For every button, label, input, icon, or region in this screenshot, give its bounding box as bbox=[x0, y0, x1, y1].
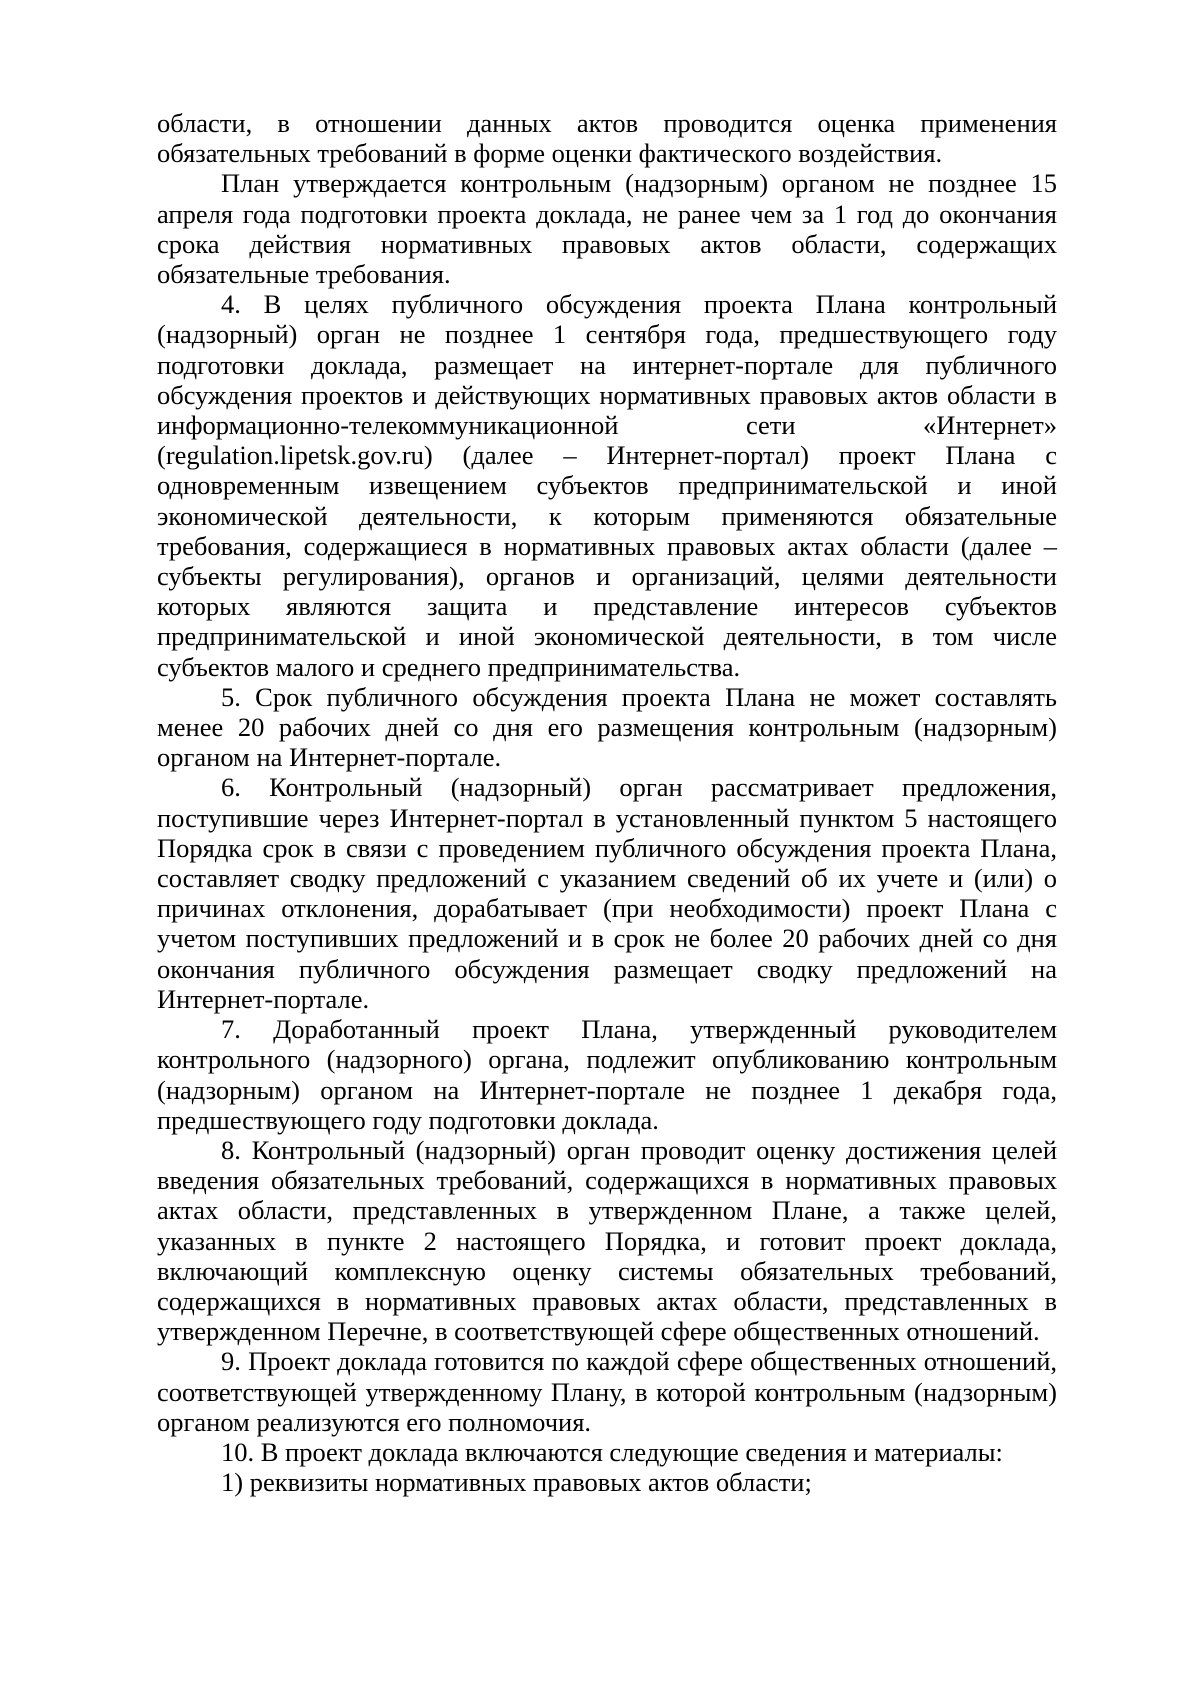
paragraph-continuation: области, в отношении данных актов проводится оценка применения обязательных требований в форме оценки фактического воздействия. bbox=[157, 108, 1057, 169]
paragraph-item-10: 10. В проект доклада включаются следующие сведения и материалы: bbox=[221, 1436, 1003, 1467]
paragraph-item-6: 6. Контрольный (надзорный) орган рассматривает предложения, поступившие через Интернет-портал в установленный пунктом 5 настоящего Порядка срок в связи с проведением публичного обсуждения проекта Плана, составляет сводку предложений с указанием сведений об их учете и (или) о причинах отклонения, дорабатывает (при необходимости) проект Плана с учетом поступивших предложений и в срок не более 20 рабочих дней со дня окончания публичного обсуждения размещает сводку предложений на Интернет-портале. bbox=[157, 772, 1057, 1014]
paragraph-item-9: 9. Проект доклада готовится по каждой сфере общественных отношений, соответствующей утвержденному Плану, в которой контрольным (надзорным) органом реализуются его полномочия. bbox=[157, 1346, 1057, 1437]
paragraph-item-4: 4. В целях публичного обсуждения проекта Плана контрольный (надзорный) орган не позднее 1 сентября года, предшествующего году подготовки доклада, размещает на интернет-портале для публичного обсуждения проектов и действующих нормативных правовых актов области в информационно-телекоммуникационной сети «Интернет» (regulation.lipetsk.gov.ru) (далее – Интернет-портал) проект Плана с одновременным извещением субъектов предпринимательской и иной экономической деятельности, к которым применяются обязательные требования, содержащиеся в нормативных правовых актах области (далее – субъекты регулирования), органов и организаций, целями деятельности которых являются защита и представление интересов субъектов предпринимательской и иной экономической деятельности, в том числе субъектов малого и среднего предпринимательства. bbox=[157, 289, 1057, 682]
document-body bbox=[157, 108, 1057, 1497]
paragraph-item-8: 8. Контрольный (надзорный) орган проводит оценку достижения целей введения обязательных требований, содержащихся в нормативных правовых актах области, представленных в утвержденном Плане, а также целей, указанных в пункте 2 настоящего Порядка, и готовит проект доклада, включающий комплексную оценку системы обязательных требований, содержащихся в нормативных правовых актах области, представленных в утвержденном Перечне, в соответствующей сфере общественных отношений. bbox=[157, 1134, 1057, 1347]
paragraph-plan-approval: План утверждается контрольным (надзорным) органом не позднее 15 апреля года подготовки проекта доклада, не ранее чем за 1 год до окончания срока действия нормативных правовых актов области, содержащих обязательные требования. bbox=[157, 168, 1057, 290]
paragraph-item-5: 5. Срок публичного обсуждения проекта Плана не может составлять менее 20 рабочих дней со дня его размещения контрольным (надзорным) органом на Интернет-портале. bbox=[157, 681, 1057, 773]
paragraph-item-7: 7. Доработанный проект Плана, утвержденный руководителем контрольного (надзорного) органа, подлежит опубликованию контрольным (надзорным) органом на Интернет-портале не позднее 1 декабря года, предшествующего году подготовки доклада. bbox=[157, 1014, 1057, 1135]
paragraph-subitem-1: 1) реквизиты нормативных правовых актов области; bbox=[221, 1467, 812, 1498]
